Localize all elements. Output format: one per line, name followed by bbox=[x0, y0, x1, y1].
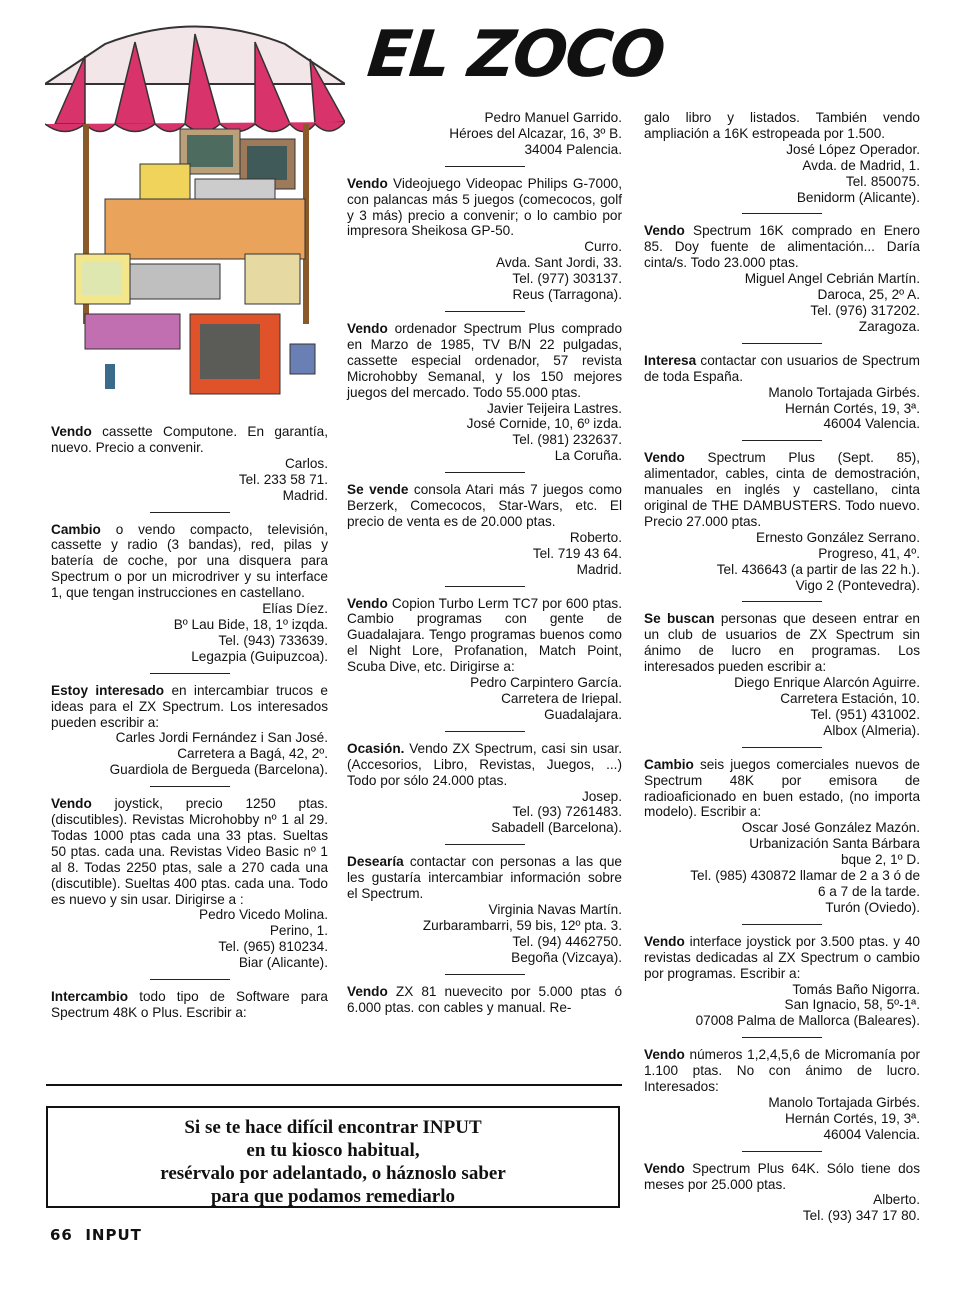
classified-ad bbox=[347, 110, 622, 158]
ad-body: números 1,2,4,5,6 de Micromanía por 1.100 ptas. No con ánimo de lucro. Interesados: bbox=[644, 1047, 920, 1095]
ad-text bbox=[51, 796, 328, 907]
ad-text bbox=[51, 522, 328, 602]
ad-contact-line: Carretera a Bagá, 42, 2º. bbox=[177, 746, 328, 762]
page-title: EL ZOCO bbox=[364, 18, 667, 92]
ad-lead: Vendo bbox=[644, 223, 685, 239]
classified-ad bbox=[644, 1047, 920, 1142]
ad-contact-line: Carretera de Iriepal. bbox=[501, 691, 622, 706]
ad-lead: Intercambio bbox=[51, 989, 129, 1005]
ad-text bbox=[644, 1047, 920, 1095]
ad-contact-line: Pedro Vicedo Molina. bbox=[199, 907, 328, 923]
page-number: 66 bbox=[50, 1226, 73, 1244]
ad-body: ordenador Spectrum Plus comprado en Marzo de 1985, TV B/N 22 pulgadas, cassette especial ordenador, 57 revista Microhobby Semanal, y los 150 mejores juegos del mercado. Todo 55.000 ptas. bbox=[347, 320, 622, 400]
ad-contact-line: Tel. 719 43 64. bbox=[532, 545, 622, 561]
ad-contact-line: Tel. (981) 232637. bbox=[512, 432, 622, 448]
ad-text bbox=[644, 934, 920, 982]
ad-body: ZX 81 nuevecito por 5.000 ptas ó 6.000 ptas. con cables y manual. Re- bbox=[347, 983, 623, 1015]
classified-ad bbox=[51, 989, 328, 1021]
ad-lead: Se buscan bbox=[644, 611, 715, 627]
ad-contact-line: Carlos. bbox=[284, 455, 328, 471]
classified-ad bbox=[347, 854, 622, 965]
ad-text bbox=[51, 989, 328, 1021]
ad-contact-line: Vigo 2 (Pontevedra). bbox=[795, 577, 920, 593]
ad-contact-line: 46004 Valencia. bbox=[823, 416, 920, 432]
classified-ad bbox=[51, 683, 328, 778]
ad-contact-line: Tel. (93) 7261483. bbox=[512, 804, 622, 820]
ad-contact-line: Tel. (977) 303137. bbox=[512, 271, 622, 287]
ad-contact-line: Manolo Tortajada Girbés. bbox=[768, 384, 920, 400]
ad-text bbox=[644, 757, 920, 821]
classified-ad bbox=[51, 522, 328, 665]
ad-lead: Vendo bbox=[347, 320, 388, 336]
market-stall-computers-illustration bbox=[45, 14, 345, 406]
ad-separator bbox=[742, 440, 822, 441]
ad-body: personas que deseen entrar en un club de usuarios de ZX Spectrum sin ánimo de lucro en programas. Los interesados pueden escribir a: bbox=[644, 611, 920, 675]
ad-lead: Cambio bbox=[51, 521, 101, 537]
ad-contact-line: Hernán Cortés, 19, 3ª. bbox=[785, 400, 920, 416]
ad-contact-line: Ernesto González Serrano. bbox=[756, 529, 920, 545]
magazine-name: INPUT bbox=[85, 1226, 142, 1244]
ad-contact-line: Josep. bbox=[581, 788, 622, 804]
classified-ad bbox=[347, 176, 622, 303]
ad-contact-line: Tel. (965) 810234. bbox=[218, 939, 328, 955]
ad-contact-line: Diego Enrique Alarcón Aguirre. bbox=[734, 675, 920, 691]
ad-contact-line: Tomás Baño Nigorra. bbox=[792, 981, 920, 997]
ad-contact-line: Tel. (951) 431002. bbox=[810, 706, 920, 722]
ad-contact-line: bque 2, 1º D. bbox=[840, 852, 920, 868]
ad-separator bbox=[445, 166, 525, 167]
ad-contact-line: 07008 Palma de Mallorca (Baleares). bbox=[695, 1013, 920, 1029]
ad-body: consola Atari más 7 juegos como Berzerk, Comecocos, Star-Wars, etc. El precio de venta es de 20.000 ptas. bbox=[347, 482, 622, 529]
ad-contact-line: Javier Teijeira Lastres. bbox=[487, 400, 622, 416]
ad-lead: Vendo bbox=[644, 1160, 685, 1176]
ad-text bbox=[644, 611, 920, 675]
ad-body: Spectrum Plus (Sept. 85), alimentador, cables, cinta de demostración, manuales en inglés y castellano, cinta original de THE DAMBUSTERS. Todo nuevo. Precio 27.000 ptas. bbox=[644, 450, 921, 529]
ad-contact-line: Curro. bbox=[584, 239, 622, 255]
ad-lead: Se vende bbox=[347, 482, 409, 498]
ad-text bbox=[644, 110, 920, 142]
ad-text bbox=[347, 482, 622, 530]
classified-ad bbox=[644, 450, 920, 593]
classified-ad bbox=[347, 321, 622, 464]
ad-body: seis juegos comerciales nuevos de Spectrum 48K por emisora de radioaficionado en buen estado, (no importa modelo). Escribir a: bbox=[644, 756, 920, 820]
ad-contact-line: Roberto. bbox=[569, 529, 622, 545]
ad-contact-line: Elías Díez. bbox=[262, 601, 328, 617]
ad-body: todo tipo de Software para Spectrum 48K o Plus. Escribir a: bbox=[51, 989, 328, 1020]
classified-ad bbox=[51, 796, 328, 971]
ad-contact-line: Avda. Sant Jordi, 33. bbox=[496, 255, 622, 271]
ad-lead: Cambio bbox=[644, 756, 694, 772]
classified-ad bbox=[347, 482, 622, 577]
ad-body: en intercambiar trucos e ideas para el ZX Spectrum. Los interesados pueden escribir a: bbox=[51, 682, 328, 730]
classified-ad bbox=[347, 741, 622, 836]
column-1 bbox=[51, 424, 328, 1021]
ad-body: Copion Turbo Lerm TC7 por 600 ptas. Cambio programas con gente de Guadalajara. Tengo programas buenos como el Night Lore, Profanation, Match Point, Scuba Dive, etc. Dirigirse a: bbox=[347, 595, 622, 675]
classified-ad bbox=[644, 223, 920, 334]
ad-contact-line: Hernán Cortés, 19, 3ª. bbox=[785, 1110, 920, 1126]
ad-body: o vendo compacto, televisión, cassette y radio (3 bandas), red, pilas y batería de coche, por una disquera para Spectrum o por un microdriver y su interface 1, que tengan instrucciones en castellano. bbox=[51, 521, 328, 601]
ad-body: contactar con usuarios de Spectrum de toda España. bbox=[644, 352, 920, 384]
ad-body: Spectrum 16K comprado en Enero 85. Doy fuente de alimentación... Daría cinta/s. Todo 23.000 ptas. bbox=[644, 223, 920, 271]
ad-text bbox=[644, 450, 920, 530]
ad-contact-line: Avda. de Madrid, 1. bbox=[802, 157, 920, 173]
ad-contact-line: Tel. (94) 4462750. bbox=[512, 933, 622, 949]
ad-text bbox=[347, 596, 622, 676]
ad-contact-line: José López Operador. bbox=[786, 141, 920, 157]
ad-body: joystick, precio 1250 ptas. (discutibles). Revistas Microhobby nº 1 al 29. Todas 1000 ptas cada una 33 ptas. Sueltas 50 ptas. cada una. Revistas Video Basic nº 1 al 8. Todas 2250 ptas, sale a 270 cada una (discutible). Sueltas 400 ptas. cada una. Todo es nuevo y sin usar. Dirigirse a : bbox=[51, 796, 328, 907]
ad-contact-line: Begoña (Vizcaya). bbox=[511, 949, 622, 965]
ad-text bbox=[347, 176, 622, 240]
ad-contact-line: Zaragoza. bbox=[858, 318, 920, 334]
ad-lead: Interesa bbox=[644, 352, 697, 368]
ad-text bbox=[51, 683, 328, 731]
classified-ad bbox=[644, 1161, 920, 1225]
ad-separator bbox=[742, 1151, 822, 1152]
classified-ad bbox=[644, 757, 920, 916]
ad-contact-line: Madrid. bbox=[576, 561, 622, 577]
ad-contact-line: Legazpia (Guipuzcoa). bbox=[191, 648, 328, 664]
classified-ad bbox=[51, 424, 328, 504]
ad-lead: Vendo bbox=[51, 424, 92, 439]
ad-contact-line: 6 a 7 de la tarde. bbox=[817, 883, 920, 899]
ad-contact-line: Pedro Carpintero García. bbox=[470, 675, 622, 691]
ad-contact-line: Bº Lau Bide, 18, 1º izqda. bbox=[173, 616, 328, 632]
ad-contact-line: Turón (Oviedo). bbox=[825, 899, 920, 915]
ad-separator bbox=[445, 586, 525, 587]
subscription-notice-box bbox=[46, 1106, 620, 1208]
ad-contact-line: Guardiola de Bergueda (Barcelona). bbox=[109, 762, 328, 778]
ad-separator bbox=[445, 974, 525, 975]
ad-contact-line: Pedro Manuel Garrido. bbox=[484, 110, 622, 125]
ad-text bbox=[644, 1161, 920, 1193]
ad-separator bbox=[742, 1037, 822, 1038]
ad-contact-line: Virginia Navas Martín. bbox=[488, 901, 622, 917]
ad-body: Vendo ZX Spectrum, casi sin usar. (Accesorios, Libro, Revistas, Juegos, ...) Todo por sólo 24.000 ptas. bbox=[347, 740, 622, 788]
ad-contact-line: Carles Jordi Fernández i San José. bbox=[115, 730, 328, 746]
ad-separator bbox=[742, 213, 822, 214]
ad-body: Spectrum Plus 64K. Sólo tiene dos meses por 25.000 ptas. bbox=[644, 1160, 920, 1192]
ad-contact-line: Zurbarambarri, 59 bis, 12º pta. 3. bbox=[422, 917, 622, 933]
ad-contact-line: Héroes del Alcazar, 16, 3º B. bbox=[449, 125, 622, 141]
notice-line: en tu kiosco habitual, bbox=[246, 1140, 420, 1161]
ad-contact-line: Benidorm (Alicante). bbox=[796, 189, 920, 205]
classified-ad bbox=[347, 596, 622, 723]
notice-line: para que podamos remediarlo bbox=[210, 1186, 455, 1207]
ad-text bbox=[644, 223, 920, 271]
ad-contact-line: Tel. (985) 430872 llamar de 2 a 3 ó de bbox=[690, 868, 920, 884]
ad-lead: Vendo bbox=[644, 1047, 685, 1063]
ad-text bbox=[347, 741, 622, 789]
ad-contact-line: Progreso, 41, 4º. bbox=[818, 545, 920, 561]
column-3 bbox=[644, 110, 920, 1224]
ad-contact-line: La Coruña. bbox=[554, 448, 622, 464]
ad-lead: Estoy interesado bbox=[51, 682, 165, 698]
ad-separator bbox=[445, 731, 525, 732]
ad-contact-line: Tel. (943) 733639. bbox=[218, 632, 328, 648]
ad-contact-line: Sabadell (Barcelona). bbox=[491, 820, 622, 836]
ad-body: contactar con personas a las que les gustaría intercambiar información sobre el Spectrum. bbox=[347, 854, 622, 902]
ad-text bbox=[347, 984, 622, 1016]
ad-contact-line: Tel. 233 58 71. bbox=[238, 471, 328, 487]
classified-ad bbox=[644, 611, 920, 738]
ad-lead: Vendo bbox=[644, 450, 685, 466]
ad-separator bbox=[742, 924, 822, 925]
ad-contact-line: Alberto. bbox=[873, 1192, 920, 1208]
ad-contact-line: Manolo Tortajada Girbés. bbox=[768, 1094, 920, 1110]
ad-separator bbox=[150, 979, 230, 980]
ad-text bbox=[51, 424, 328, 456]
classified-ad bbox=[644, 353, 920, 433]
ad-contact-line: Tel. (93) 347 17 80. bbox=[802, 1208, 920, 1224]
notice-line: resérvalo por adelantado, o háznoslo saber bbox=[160, 1163, 506, 1184]
ad-contact-line: Perino, 1. bbox=[269, 923, 328, 939]
ad-lead: Vendo bbox=[644, 933, 685, 949]
ad-lead: Vendo bbox=[347, 175, 388, 191]
ad-contact-line: Oscar José González Mazón. bbox=[741, 820, 920, 836]
ad-separator bbox=[742, 747, 822, 748]
ad-contact-line: Miguel Angel Cebrián Martín. bbox=[744, 271, 920, 287]
ad-contact-line: José Cornide, 10, 6º izda. bbox=[466, 416, 622, 432]
ad-contact-line: Madrid. bbox=[282, 487, 328, 503]
ad-text bbox=[347, 321, 622, 401]
ad-separator bbox=[445, 472, 525, 473]
ad-separator bbox=[742, 343, 822, 344]
classified-ad bbox=[644, 934, 920, 1029]
ad-contact-line: Urbanización Santa Bárbara bbox=[749, 836, 920, 852]
ad-lead: Desearía bbox=[347, 854, 404, 870]
ad-separator bbox=[445, 311, 525, 312]
page-footer bbox=[50, 1226, 142, 1244]
ad-contact-line: Daroca, 25, 2º A. bbox=[817, 287, 920, 303]
ad-separator bbox=[150, 512, 230, 513]
ad-contact-line: 34004 Palencia. bbox=[524, 141, 622, 157]
notice-line: Si se te hace difícil encontrar INPUT bbox=[184, 1117, 482, 1138]
ad-lead: Vendo bbox=[347, 595, 388, 611]
ad-lead: Vendo bbox=[51, 796, 92, 812]
ad-separator bbox=[742, 601, 822, 602]
ad-body: cassette Computone. En garantía, nuevo. Precio a convenir. bbox=[51, 424, 328, 455]
classified-ad bbox=[644, 110, 920, 205]
ad-separator bbox=[150, 673, 230, 674]
classified-ad bbox=[347, 984, 622, 1016]
ad-contact-line: 46004 Valencia. bbox=[823, 1126, 920, 1142]
divider-rule bbox=[46, 1084, 622, 1086]
ad-contact-line: Carretera Estación, 10. bbox=[780, 691, 920, 706]
ad-lead: Vendo bbox=[347, 983, 388, 999]
ad-separator bbox=[150, 786, 230, 787]
ad-contact-line: Tel. 850075. bbox=[845, 173, 920, 189]
ad-separator bbox=[445, 844, 525, 845]
ad-contact-line: Tel. (976) 317202. bbox=[810, 302, 920, 318]
ad-body: galo libro y listados. También vendo ampliación a 16K estropeada por 1.500. bbox=[644, 110, 920, 141]
ad-lead: Ocasión. bbox=[347, 740, 405, 756]
ad-body: interface joystick por 3.500 ptas. y 40 revistas dedicadas al ZX Spectrum o cambio por programas. Escribir a: bbox=[644, 933, 920, 981]
ad-contact-line: Guadalajara. bbox=[544, 706, 622, 722]
ad-body: Videojuego Videopac Philips G-7000, con palancas más 5 juegos (comecocos, golf y 3 más) precio a convenir; o lo cambio por impresora Sheikosa GP-50. bbox=[347, 175, 622, 239]
column-2 bbox=[347, 110, 622, 1015]
ad-contact-line: San Ignacio, 58, 5º-1ª. bbox=[784, 997, 920, 1013]
ad-contact-line: Albox (Almeria). bbox=[823, 722, 920, 738]
ad-contact-line: Reus (Tarragona). bbox=[512, 287, 622, 303]
ad-contact-line: Tel. 436643 (a partir de las 22 h.). bbox=[716, 561, 920, 577]
ad-contact-line: Biar (Alicante). bbox=[238, 955, 328, 971]
ad-text bbox=[347, 854, 622, 902]
ad-text bbox=[644, 353, 920, 385]
